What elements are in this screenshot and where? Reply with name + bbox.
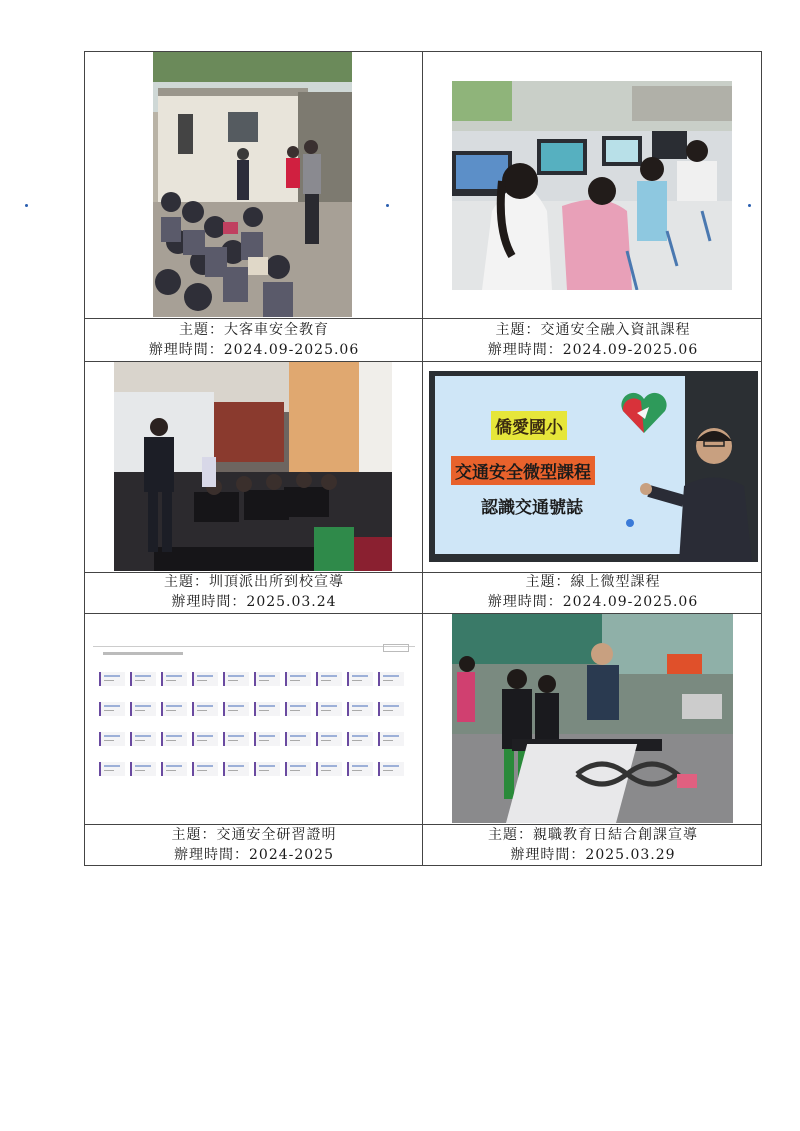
- margin-dot: [25, 204, 28, 207]
- caption-5: [85, 825, 423, 865]
- certificate-thumbnail: [99, 762, 125, 776]
- certificate-thumbnail: [254, 672, 280, 686]
- column-divider: [422, 52, 423, 865]
- screenshot-heading: [103, 652, 183, 655]
- slide-lesson-title: 認識交通號誌: [481, 498, 583, 518]
- certificate-thumbnail: [316, 672, 342, 686]
- certificate-thumbnail: [223, 732, 249, 746]
- photo-parent-day-image: [452, 614, 733, 823]
- topic-3: 主題：圳頂派出所到校宣導: [164, 574, 344, 590]
- certificate-thumbnail: [130, 702, 156, 716]
- certificate-thumbnail: [161, 762, 187, 776]
- slide-school-name: 僑愛國小: [491, 411, 567, 440]
- topic-1: 主題：大客車安全教育: [179, 322, 329, 338]
- certificate-thumbnail: [130, 762, 156, 776]
- certificate-thumbnail: [347, 672, 373, 686]
- photo-bus-safety: [153, 52, 352, 317]
- certificate-thumbnail: [223, 672, 249, 686]
- laser-dot: [626, 519, 634, 527]
- caption-2: [424, 320, 762, 360]
- photo-computer-class-image: [452, 81, 732, 290]
- certificate-thumbnail: [347, 702, 373, 716]
- certificate-thumbnail: [161, 732, 187, 746]
- certificate-thumbnail: [192, 732, 218, 746]
- caption-1: [85, 320, 423, 360]
- photo-computer-class: [452, 81, 732, 290]
- certificate-thumbnail: [378, 732, 404, 746]
- topic-2: 主題：交通安全融入資訊課程: [495, 322, 691, 338]
- certificate-thumbnail: [347, 732, 373, 746]
- certificate-thumbnail: [254, 762, 280, 776]
- certificate-thumbnail: [254, 702, 280, 716]
- certificate-thumbnail: [316, 732, 342, 746]
- photo-micro-course: [429, 371, 758, 562]
- topic-6: 主題：親職教育日結合創課宣導: [488, 827, 698, 843]
- screenshot-button: [383, 644, 409, 652]
- certificate-thumbnail: [285, 702, 311, 716]
- certificate-thumbnail: [378, 762, 404, 776]
- certificate-thumbnail: [192, 672, 218, 686]
- certificate-thumbnail: [254, 732, 280, 746]
- photo-police-talk-image: [114, 362, 392, 571]
- certificate-thumbnail: [99, 732, 125, 746]
- caption-3: [85, 572, 423, 612]
- certificate-thumbnail: [316, 762, 342, 776]
- certificate-thumbnail: [223, 702, 249, 716]
- period-2: 辦理時間：2024.09-2025.06: [487, 342, 699, 358]
- screenshot-toolbar: [93, 642, 415, 647]
- period-4: 辦理時間：2024.09-2025.06: [487, 594, 699, 610]
- certificate-thumbnail: [130, 672, 156, 686]
- certificate-thumbnail: [99, 672, 125, 686]
- period-5: 辦理時間：2024-2025: [174, 847, 334, 863]
- certificate-thumbnail: [347, 762, 373, 776]
- certificate-thumbnail: [378, 672, 404, 686]
- certificate-thumbnail: [192, 762, 218, 776]
- certificate-thumbnail: [161, 672, 187, 686]
- photo-parent-day: [452, 614, 733, 823]
- period-6: 辦理時間：2025.03.29: [510, 847, 676, 863]
- teacher-figure: [634, 411, 758, 562]
- certificate-thumbnail: [285, 672, 311, 686]
- certificate-thumbnail: [316, 702, 342, 716]
- photo-bus-safety-image: [153, 52, 352, 317]
- photo-study-certificates: [93, 642, 415, 792]
- photo-table: [84, 51, 762, 866]
- photo-police-talk: [114, 362, 392, 571]
- period-3: 辦理時間：2025.03.24: [171, 594, 337, 610]
- certificate-thumbnail: [285, 762, 311, 776]
- caption-4: [424, 572, 762, 612]
- period-1: 辦理時間：2024.09-2025.06: [148, 342, 360, 358]
- caption-6: [424, 825, 762, 865]
- certificate-thumbnail: [130, 732, 156, 746]
- slide-course-title: 交通安全微型課程: [451, 456, 595, 485]
- certificate-thumbnail: [99, 702, 125, 716]
- certificate-thumbnail: [192, 702, 218, 716]
- row-divider: [85, 318, 761, 319]
- certificate-thumbnail: [285, 732, 311, 746]
- topic-4: 主題：線上微型課程: [525, 574, 661, 590]
- certificate-thumbnail: [161, 702, 187, 716]
- topic-5: 主題：交通安全研習證明: [171, 827, 337, 843]
- certificate-thumbnail: [223, 762, 249, 776]
- certificate-thumbnail: [378, 702, 404, 716]
